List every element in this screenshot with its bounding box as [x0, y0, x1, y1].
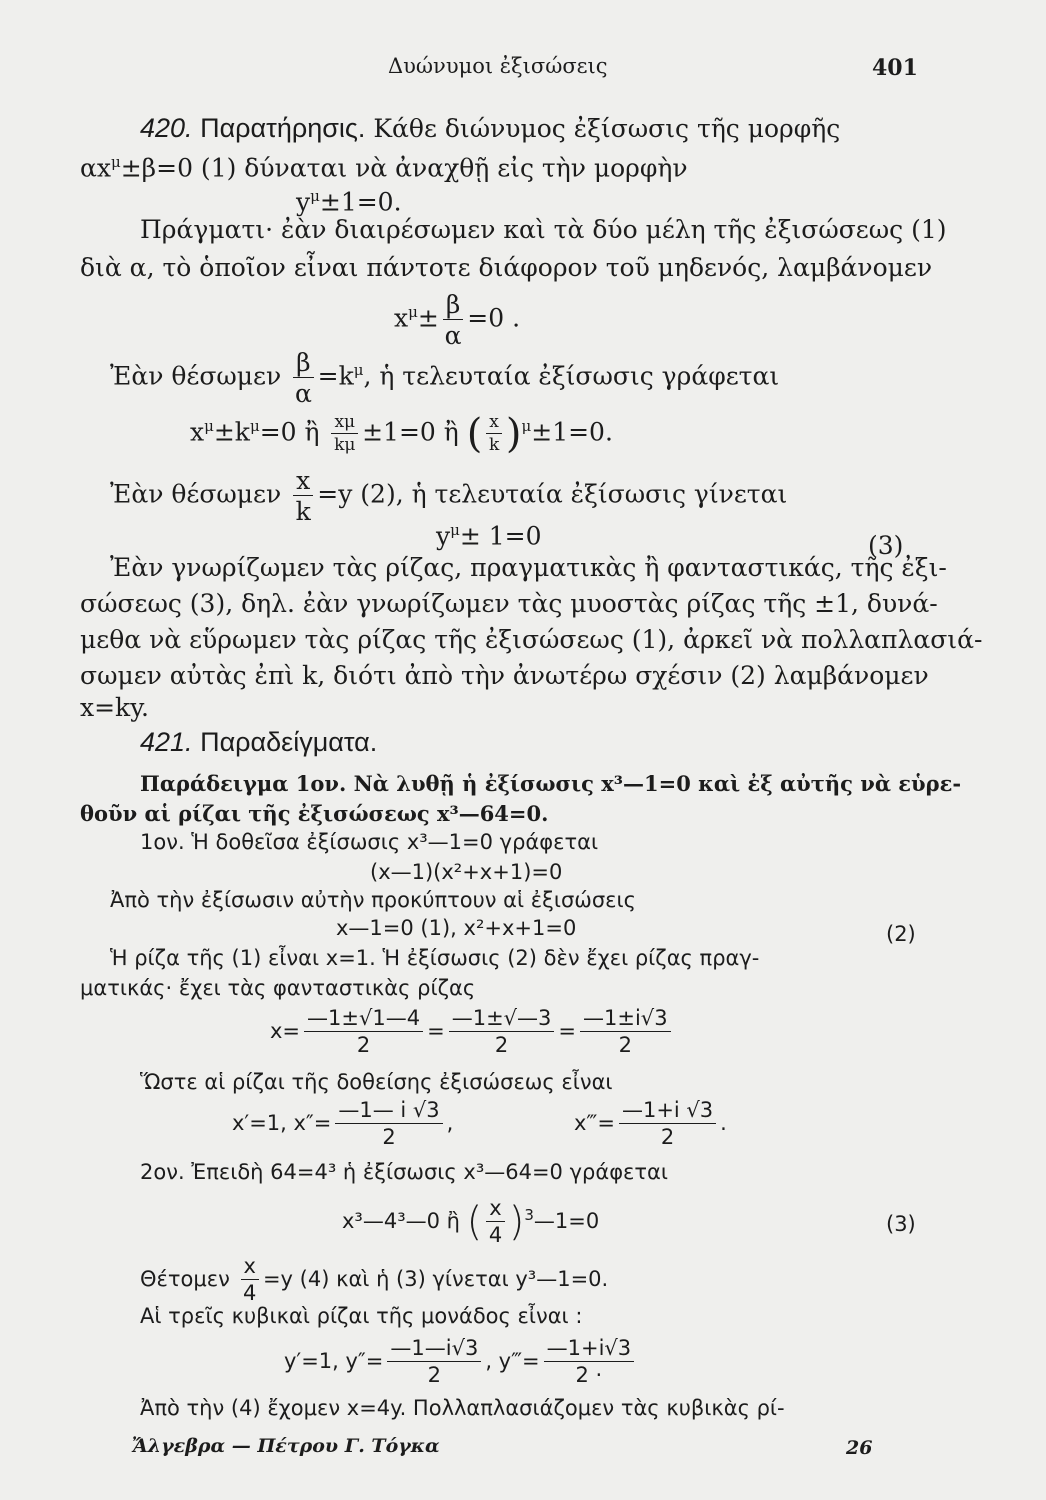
paragraph-line: σωμεν αὐτὰς ἐπὶ k, διότι ἀπὸ τὴν ἀνωτέρω σχέσιν (2) λαμβάνομεν: [80, 661, 929, 690]
section-heading: Παρατήρησις.: [200, 113, 366, 143]
section-number: 420. Παρατήρησις.: [140, 113, 366, 143]
section-420-line-2: $\alpha x^\mu\pm\beta=0$ (1) δύναται νὰ ἀναχθῇ εἰς τὴν μορφὴν: [80, 153, 688, 183]
solution-line: 2ον. Ἐπειδὴ 64=4³ ἡ ἐξίσωσις x³—64=0 γράφεται: [140, 1160, 668, 1184]
equation-k-mu: $x^\mu\pm k^\mu=0$ ἢ $\frac{x\mu}{k\mu}$ ±1=0 ἢ ( $\frac{x}{k}$ )$^\mu$±1=0.: [190, 410, 613, 457]
equation-pair: x—1=0 (1), x²+x+1=0: [336, 916, 577, 940]
paragraph-line: σώσεως (3), δηλ. ἐὰν γνωρίζωμεν τὰς μυοστὰς ρίζας τῆς ±1, δυνά-: [80, 589, 938, 618]
equation-3: $y^\mu\pm 1=0$: [436, 521, 542, 551]
footer-book-title: Ἄλγεβρα — Πέτρου Γ. Τόγκα: [132, 1435, 440, 1457]
roots-equation: x‴= $\frac{—1+i √3}{2}$ .: [574, 1098, 727, 1149]
solution-line: Ἀπὸ τὴν ἐξίσωσιν αὐτὴν προκύπτουν αἱ ἐξισώσεις: [110, 888, 636, 912]
equation-tag: (3): [868, 531, 904, 560]
section-number: 421.: [140, 727, 193, 757]
paragraph-line-substitution: Ἐὰν θέσωμεν $\frac{\beta}{\alpha}$ $=k^\mu$, ἡ τελευταία ἐξίσωσις γράφεται: [110, 348, 780, 408]
running-header: Δυώνυμοι ἐξισώσεις: [388, 54, 608, 78]
equation-factored: (x—1)(x²+x+1)=0: [370, 860, 563, 884]
paragraph-line: x=ky.: [80, 693, 149, 722]
solution-line: Ἀπὸ τὴν (4) ἔχομεν x=4y. Πολλαπλασιάζομεν τὰς κυβικὰς ρί-: [140, 1396, 785, 1420]
paragraph-line: Πράγματι· ἐὰν διαιρέσωμεν καὶ τὰ δύο μέλη τῆς ἐξισώσεως (1): [140, 215, 947, 244]
paragraph-line-substitution-2: Ἐὰν θέσωμεν $\frac{x}{k}$ =y (2), ἡ τελευταία ἐξίσωσις γίνεται: [110, 466, 788, 526]
solution-line-substitution: Θέτομεν $\frac{x}{4}$ =y (4) καὶ ἡ (3) γίνεται y³—1=0.: [140, 1254, 609, 1305]
roots-equation: x′=1, x″= $\frac{—1— i √3}{2}$ ,: [232, 1098, 454, 1149]
equation-divided: $x^\mu\pm$ $\frac{\beta}{\alpha}$ =0 .: [394, 290, 521, 350]
solution-line: Αἱ τρεῖς κυβικαὶ ρίζαι τῆς μονάδος εἶναι :: [140, 1304, 583, 1328]
paragraph-line: μεθα νὰ εὕρωμεν τὰς ρίζας τῆς ἐξισώσεως (1), ἀρκεῖ νὰ πολλαπλασιά-: [80, 625, 983, 654]
equation-y-mu: $y^\mu\pm 1=0$.: [296, 187, 402, 217]
solution-line: 1ον. Ἡ δοθεῖσα ἐξίσωσις x³—1=0 γράφεται: [140, 830, 599, 854]
solution-line: Ὥστε αἱ ρίζαι τῆς δοθείσης ἐξισώσεως εἶναι: [140, 1070, 613, 1094]
footer-signature: 26: [846, 1437, 873, 1459]
equation-tag: (3): [886, 1212, 916, 1236]
solution-line: Ἡ ρίζα τῆς (1) εἶναι x=1. Ἡ ἐξίσωσις (2) δὲν ἔχει ρίζας πραγ-: [110, 946, 760, 970]
example-statement: θοῦν αἱ ρίζαι τῆς ἐξισώσεως x³—64=0.: [80, 801, 549, 826]
page-number: 401: [872, 55, 918, 81]
equation-cubic: x³—4³—0 ἢ ( $\frac{x}{4}$ )$^3$—1=0: [342, 1196, 600, 1247]
paragraph-line: διὰ α, τὸ ὁποῖον εἶναι πάντοτε διάφορον τοῦ μηδενός, λαμβάνομεν: [80, 253, 933, 282]
equation-tag: (2): [886, 922, 916, 946]
quadratic-roots-equation: x= $\frac{—1\pm√1—4}{2}$ = $\frac{—1\pm√—3}{2}$ = $\frac{—1\pm i√3}{2}$: [270, 1008, 675, 1056]
cube-roots-equation: y′=1, y″= $\frac{—1—i√3}{2}$ , y‴= $\frac{—1+i√3}{2 \cdot}$: [284, 1338, 638, 1386]
paragraph-line: Ἐὰν γνωρίζωμεν τὰς ρίζας, πραγματικὰς ἢ φανταστικάς, τῆς ἐξι-: [110, 553, 947, 582]
example-statement: Παράδειγμα 1ον. Νὰ λυθῇ ἡ ἐξίσωσις x³—1=0 καὶ ἐξ αὐτῆς νὰ εὑρε-: [140, 771, 962, 796]
section-heading: Παραδείγματα.: [200, 727, 378, 757]
section-420-line-1: 420. Παρατήρησις. Κάθε διώνυμος ἐξίσωσις τῆς μορφῆς: [140, 113, 841, 143]
section-421-heading: [140, 726, 377, 758]
solution-line: ματικάς· ἔχει τὰς φανταστικὰς ρίζας: [80, 976, 476, 1000]
